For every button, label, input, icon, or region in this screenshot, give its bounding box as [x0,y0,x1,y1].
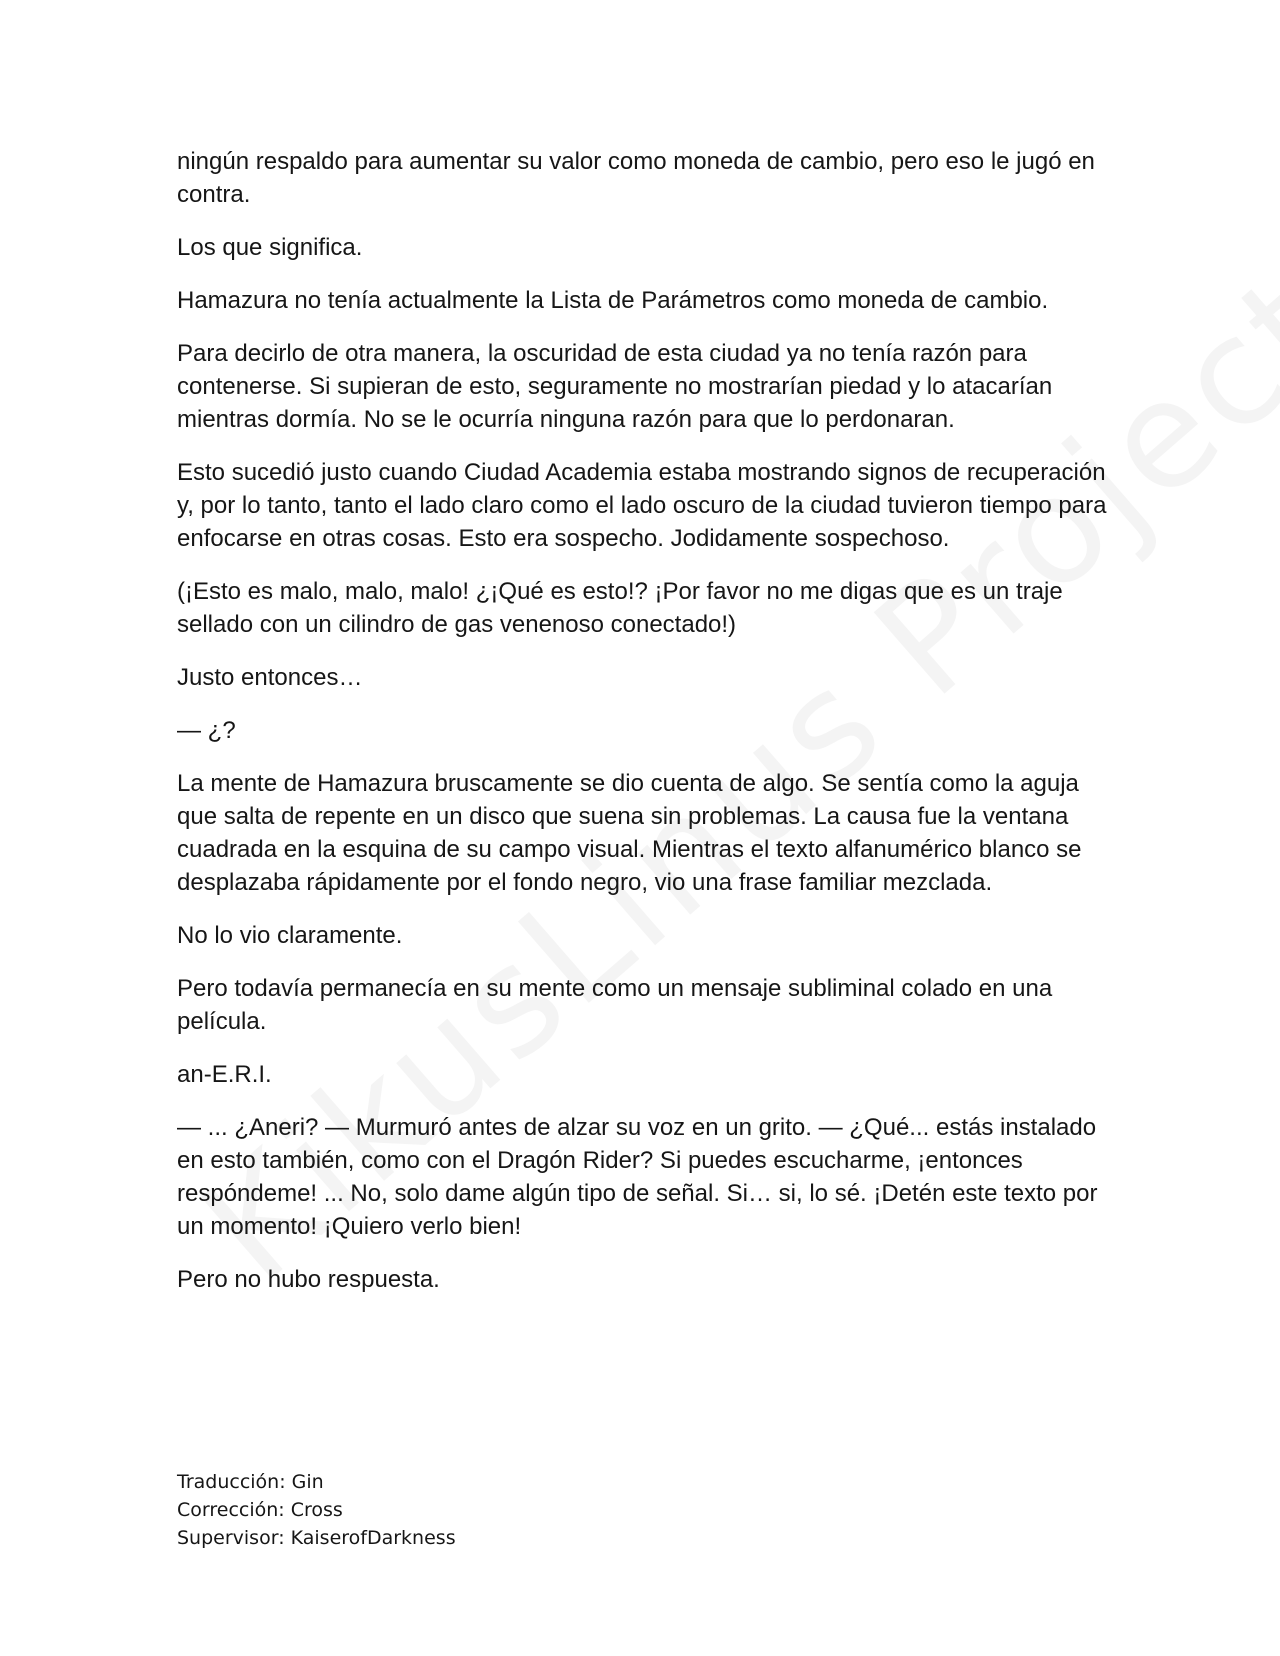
paragraph: Pero todavía permanecía en su mente como un mensaje subliminal colado en una película. [177,975,1053,1035]
paragraph: Los que significa. [177,234,363,261]
paragraph: (¡Esto es malo, malo, malo! ¿¡Qué es esto!? ¡Por favor no me digas que es un traje sellado con un cilindro de gas venenoso conectado!) [177,578,1063,638]
paragraph: — ¿? [177,717,236,744]
credit-translation: Traducción: Gin [177,1471,324,1493]
credits-block [177,1468,677,1552]
paragraph: Esto sucedió justo cuando Ciudad Academia estaba mostrando signos de recuperación y, por lo tanto, tanto el lado claro como el lado oscuro de la ciudad tuvieron tiempo para enfocarse en otras cosas. Esto era sospecho. Jodidamente sospechoso. [177,459,1107,552]
paragraph: ningún respaldo para aumentar su valor como moneda de cambio, pero eso le jugó en contra. [177,148,1095,208]
paragraph: Justo entonces… [177,664,363,691]
paragraph: an-E.R.I. [177,1061,272,1088]
paragraph: Pero no hubo respuesta. [177,1266,440,1293]
paragraph: — ... ¿Aneri? — Murmuró antes de alzar su voz en un grito. — ¿Qué... estás instalado en esto también, como con el Dragón Rider? Si puedes escucharme, ¡entonces respóndeme! ... No, solo dame algún tipo de señal. Si… si, lo sé. ¡Detén este texto por un momento! ¡Quiero verlo bien! [177,1114,1098,1240]
paragraph: No lo vio claramente. [177,922,403,949]
credit-supervisor: Supervisor: KaiserofDarkness [177,1527,456,1549]
paragraph: La mente de Hamazura bruscamente se dio cuenta de algo. Se sentía como la aguja que salta de repente en un disco que suena sin problemas. La causa fue la ventana cuadrada en la esquina de su campo visual. Mientras el texto alfanumérico blanco se desplazaba rápidamente por el fondo negro, vio una frase familiar mezclada. [177,770,1082,896]
credit-correction: Corrección: Cross [177,1499,343,1521]
paragraph: Para decirlo de otra manera, la oscuridad de esta ciudad ya no tenía razón para contenerse. Si supieran de esto, seguramente no mostrarían piedad y lo atacarían mientras dormía. No se le ocurría ninguna razón para que lo perdonaran. [177,340,1053,433]
paragraph: Hamazura no tenía actualmente la Lista de Parámetros como moneda de cambio. [177,287,1049,314]
document-body [177,145,1117,1316]
